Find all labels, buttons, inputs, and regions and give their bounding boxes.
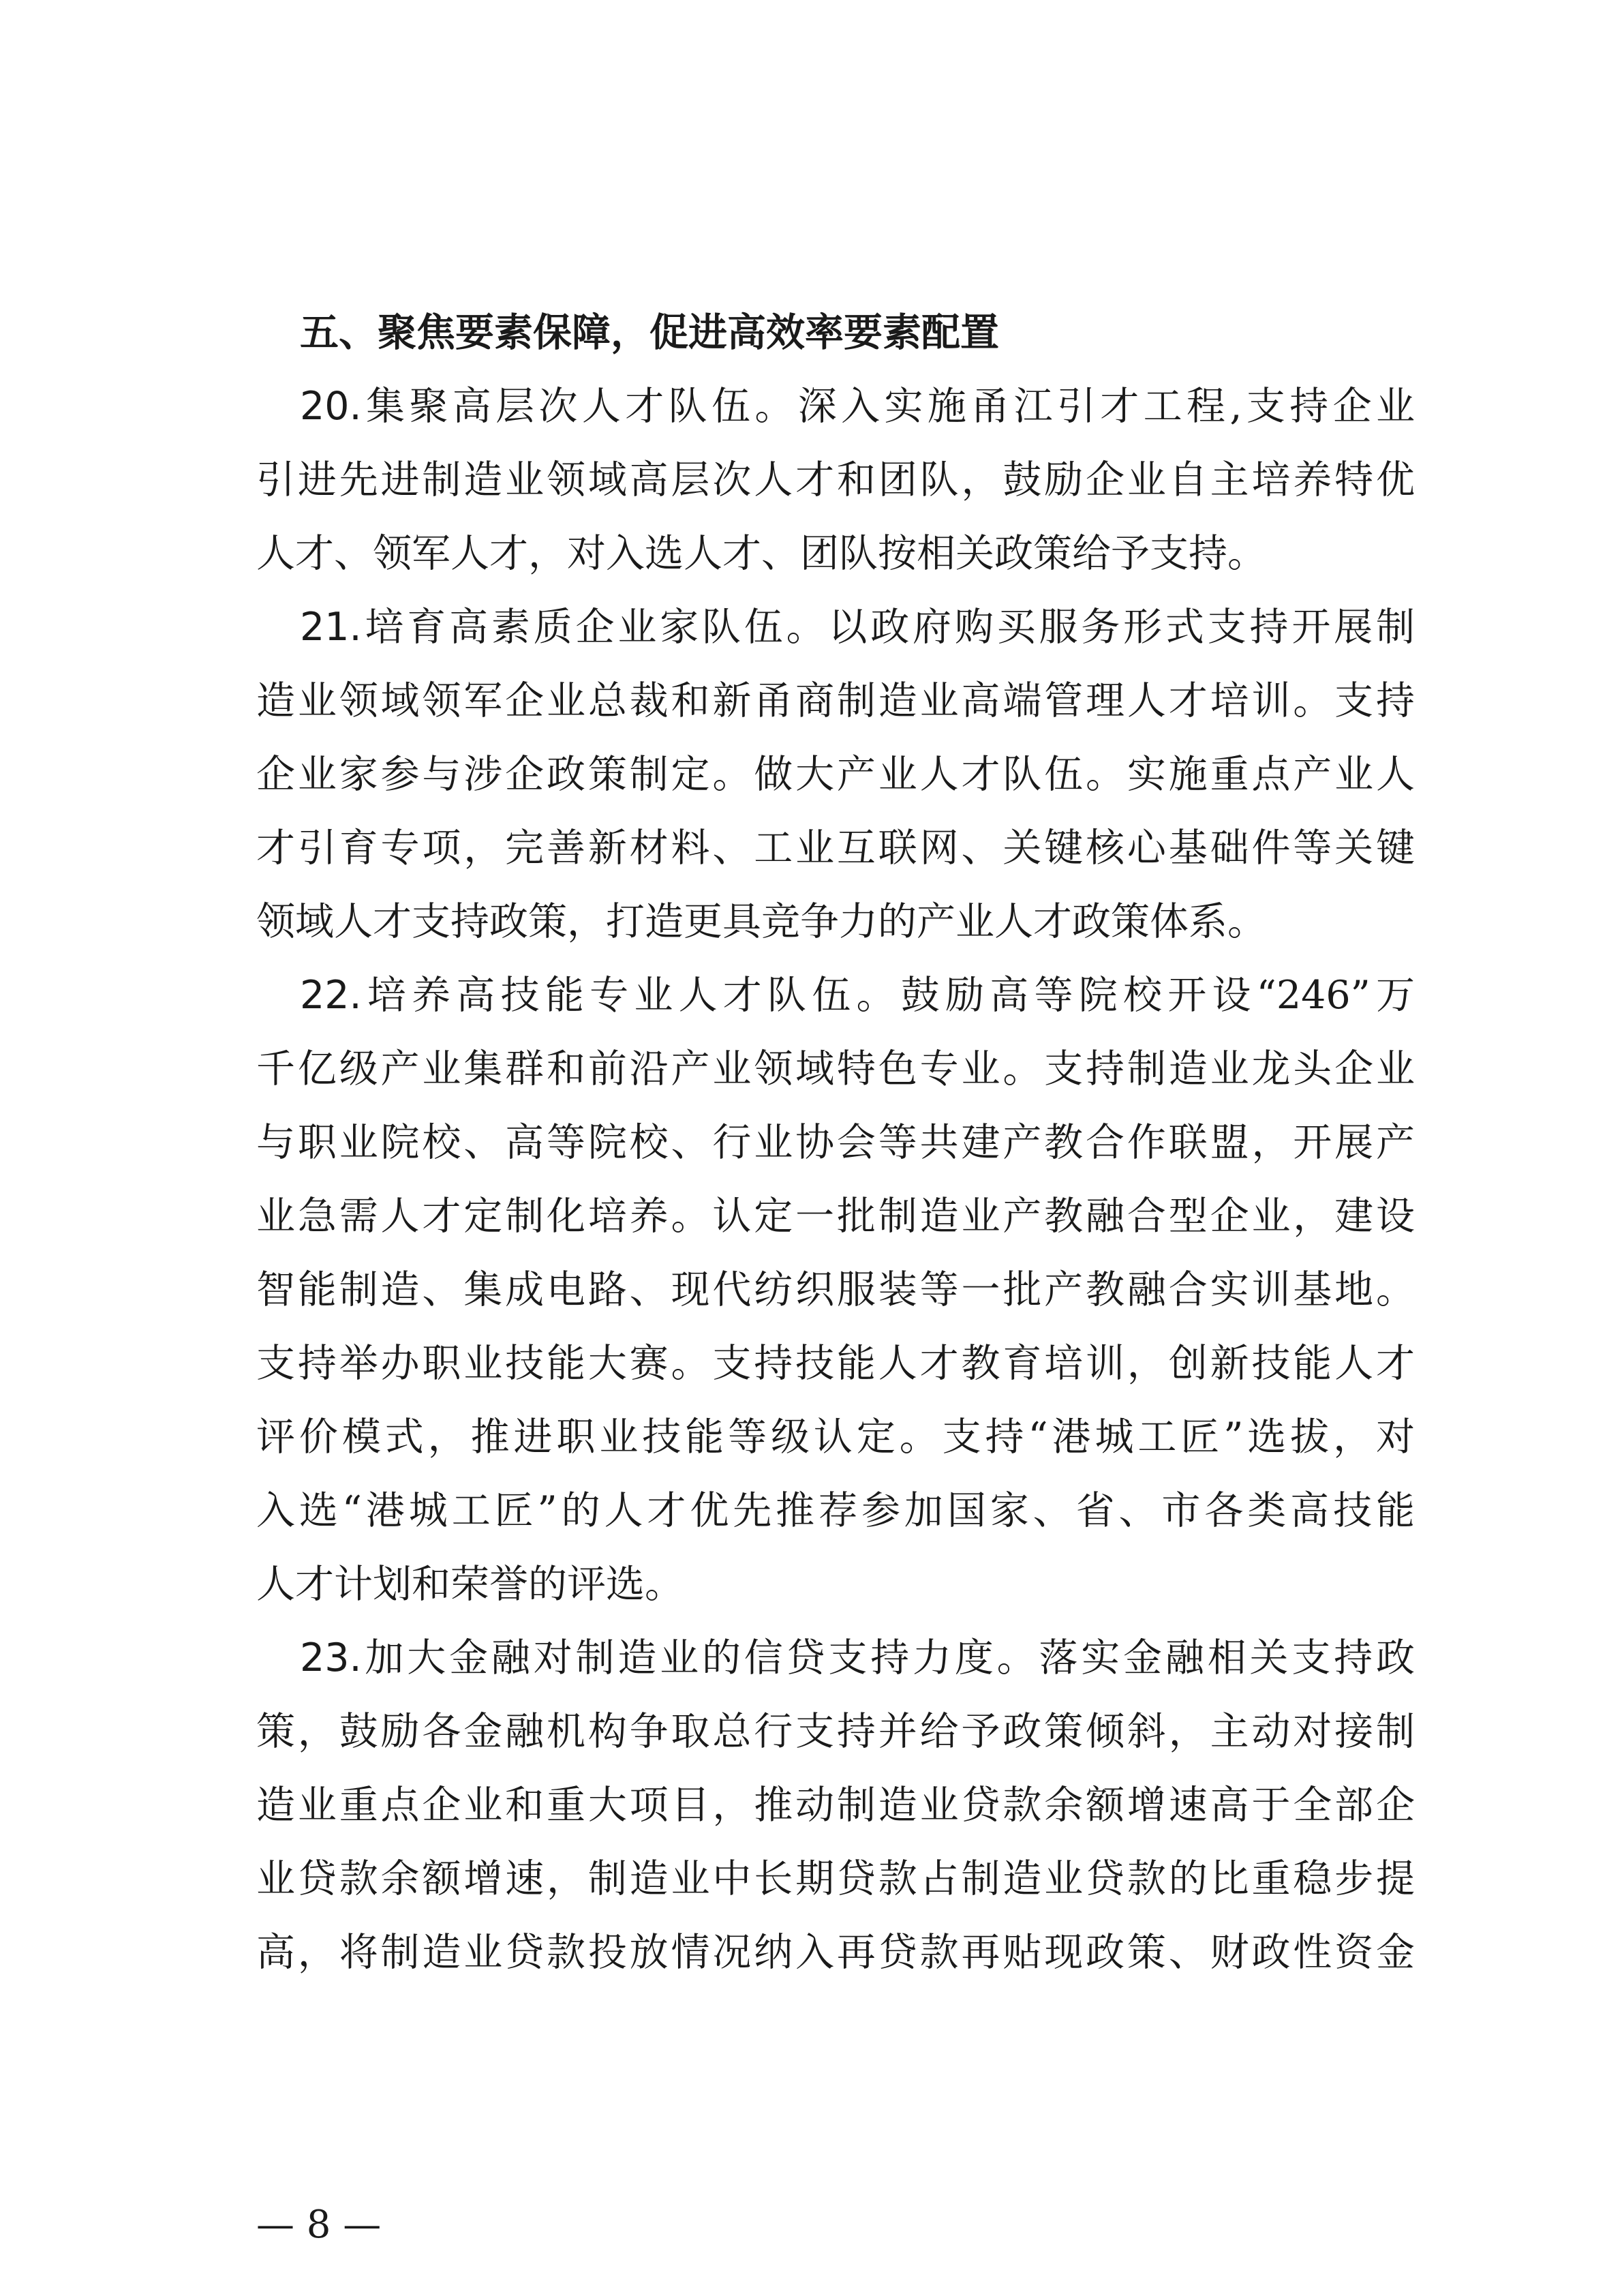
- paragraph-21-line-4: 才引育专项，完善新材料、工业互联网、关键核心基础件等关键: [256, 826, 1415, 871]
- paragraph-22-line-4: 业急需人才定制化培养。认定一批制造业产教融合型企业，建设: [256, 1194, 1415, 1239]
- paragraph-21-text: 以政府购买服务形式支持开展制: [828, 605, 1415, 650]
- paragraph-21-line-1: [300, 600, 1415, 654]
- paragraph-22-line-5: 智能制造、集成电路、现代纺织服装等一批产教融合实训基地。: [256, 1267, 1415, 1312]
- paragraph-22-line-2: 千亿级产业集群和前沿产业领域特色专业。支持制造业龙头企业: [256, 1046, 1415, 1091]
- paragraph-22-text: 鼓励高等院校开设“246”万: [900, 973, 1415, 1018]
- paragraph-20-line-3: 人才、领军人才，对入选人才、团队按相关政策给予支持。: [256, 531, 1266, 576]
- paragraph-22-line-3: 与职业院校、高等院校、行业协会等共建产教合作联盟，开展产: [256, 1120, 1415, 1165]
- paragraph-21-line-3: 企业家参与涉企政策制定。做大产业人才队伍。实施重点产业人: [256, 752, 1415, 797]
- page-number: — 8 —: [256, 2203, 382, 2247]
- paragraph-23-line-4: 业贷款余额增速，制造业中长期贷款占制造业贷款的比重稳步提: [256, 1856, 1415, 1901]
- paragraph-23-line-5: 高，将制造业贷款投放情况纳入再贷款再贴现政策、财政性资金: [256, 1930, 1415, 1975]
- paragraph-23-line-1: [300, 1631, 1415, 1685]
- paragraph-22-line-8: 入选“港城工匠”的人才优先推荐参加国家、省、市各类高技能: [256, 1488, 1415, 1533]
- paragraph-20-text: 深入实施甬江引才工程,支持企业: [797, 384, 1415, 429]
- paragraph-21-line-5: 领域人才支持政策，打造更具竞争力的产业人才政策体系。: [256, 899, 1266, 944]
- paragraph-23-line-2: 策，鼓励各金融机构争取总行支持并给予政策倾斜，主动对接制: [256, 1709, 1415, 1754]
- paragraph-22-line-7: 评价模式，推进职业技能等级认定。支持“港城工匠”选拔，对: [256, 1415, 1415, 1460]
- paragraph-22-line-6: 支持举办职业技能大赛。支持技能人才教育培训，创新技能人才: [256, 1341, 1415, 1386]
- paragraph-21-lead: 21.培育高素质企业家队伍。: [300, 605, 829, 650]
- paragraph-22-line-1: [300, 968, 1415, 1023]
- paragraph-22-lead: 22.培养高技能专业人才队伍。: [300, 973, 901, 1018]
- paragraph-23-line-3: 造业重点企业和重大项目，推动制造业贷款余额增速高于全部企: [256, 1783, 1415, 1828]
- paragraph-20-line-1: [300, 379, 1415, 434]
- paragraph-21-line-2: 造业领域领军企业总裁和新甬商制造业高端管理人才培训。支持: [256, 678, 1415, 723]
- paragraph-23-text: 落实金融相关支持政: [1039, 1635, 1415, 1680]
- paragraph-23-lead: 23.加大金融对制造业的信贷支持力度。: [300, 1635, 1039, 1680]
- paragraph-20-lead: 20.集聚高层次人才队伍。: [300, 384, 798, 429]
- paragraph-22-line-9: 人才计划和荣誉的评选。: [256, 1562, 684, 1607]
- paragraph-20-line-2: 引进先进制造业领域高层次人才和团队，鼓励企业自主培养特优: [256, 457, 1415, 502]
- section-heading: 五、聚焦要素保障，促进高效率要素配置: [300, 310, 999, 355]
